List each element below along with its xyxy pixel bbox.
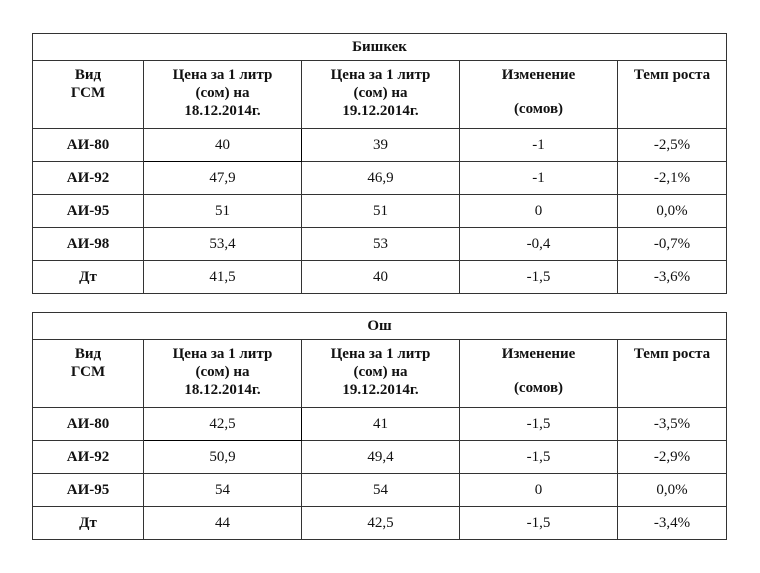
change-cell: 0 [460, 195, 618, 228]
growth-cell: 0,0% [618, 474, 727, 507]
fuel-cell: АИ-92 [33, 162, 144, 195]
header-fuel-type: Вид ГСМ [33, 61, 144, 129]
table-row [33, 228, 727, 261]
fuel-cell: АИ-98 [33, 228, 144, 261]
fuel-cell: АИ-92 [33, 441, 144, 474]
header-change: Изменение (сомов) [460, 61, 618, 129]
fuel-cell: АИ-95 [33, 195, 144, 228]
change-cell: -1 [460, 129, 618, 162]
change-cell: -1,5 [460, 507, 618, 540]
growth-cell: -2,1% [618, 162, 727, 195]
growth-cell: -3,6% [618, 261, 727, 294]
change-cell: -1 [460, 162, 618, 195]
price-new-cell: 41 [302, 408, 460, 441]
price-new-cell: 49,4 [302, 441, 460, 474]
price-old-cell: 40 [144, 129, 302, 162]
price-old-cell: 54 [144, 474, 302, 507]
fuel-cell: АИ-80 [33, 408, 144, 441]
table-row [33, 474, 727, 507]
price-new-cell: 42,5 [302, 507, 460, 540]
table-row [33, 195, 727, 228]
growth-cell: -2,9% [618, 441, 727, 474]
fuel-cell: АИ-80 [33, 129, 144, 162]
header-price-old: Цена за 1 литр (сом) на 18.12.2014г. [144, 61, 302, 129]
price-new-cell: 39 [302, 129, 460, 162]
city-title: Ош [33, 313, 727, 340]
price-old-cell: 41,5 [144, 261, 302, 294]
price-new-cell: 46,9 [302, 162, 460, 195]
growth-cell: -3,4% [618, 507, 727, 540]
change-cell: 0 [460, 474, 618, 507]
table-row [33, 408, 727, 441]
bishkek-price-table [32, 33, 727, 294]
table-row [33, 129, 727, 162]
table-row [33, 441, 727, 474]
price-new-cell: 51 [302, 195, 460, 228]
price-new-cell: 54 [302, 474, 460, 507]
fuel-cell: АИ-95 [33, 474, 144, 507]
growth-cell: 0,0% [618, 195, 727, 228]
price-old-cell: 44 [144, 507, 302, 540]
table-row [33, 261, 727, 294]
price-new-cell: 53 [302, 228, 460, 261]
table-row [33, 507, 727, 540]
price-old-cell: 51 [144, 195, 302, 228]
growth-cell: -2,5% [618, 129, 727, 162]
fuel-cell: Дт [33, 507, 144, 540]
header-growth: Темп роста [618, 340, 727, 408]
change-cell: -1,5 [460, 408, 618, 441]
fuel-cell: Дт [33, 261, 144, 294]
header-fuel-type: Вид ГСМ [33, 340, 144, 408]
growth-cell: -0,7% [618, 228, 727, 261]
growth-cell: -3,5% [618, 408, 727, 441]
change-cell: -0,4 [460, 228, 618, 261]
change-cell: -1,5 [460, 261, 618, 294]
header-price-old: Цена за 1 литр (сом) на 18.12.2014г. [144, 340, 302, 408]
change-cell: -1,5 [460, 441, 618, 474]
price-new-cell: 40 [302, 261, 460, 294]
header-price-new: Цена за 1 литр (сом) на 19.12.2014г. [302, 61, 460, 129]
city-title: Бишкек [33, 34, 727, 61]
header-price-new: Цена за 1 литр (сом) на 19.12.2014г. [302, 340, 460, 408]
table-row [33, 162, 727, 195]
price-old-cell: 47,9 [144, 162, 302, 195]
price-old-cell: 42,5 [144, 408, 302, 441]
price-old-cell: 53,4 [144, 228, 302, 261]
price-old-cell: 50,9 [144, 441, 302, 474]
osh-price-table [32, 312, 727, 540]
header-growth: Темп роста [618, 61, 727, 129]
header-change: Изменение (сомов) [460, 340, 618, 408]
